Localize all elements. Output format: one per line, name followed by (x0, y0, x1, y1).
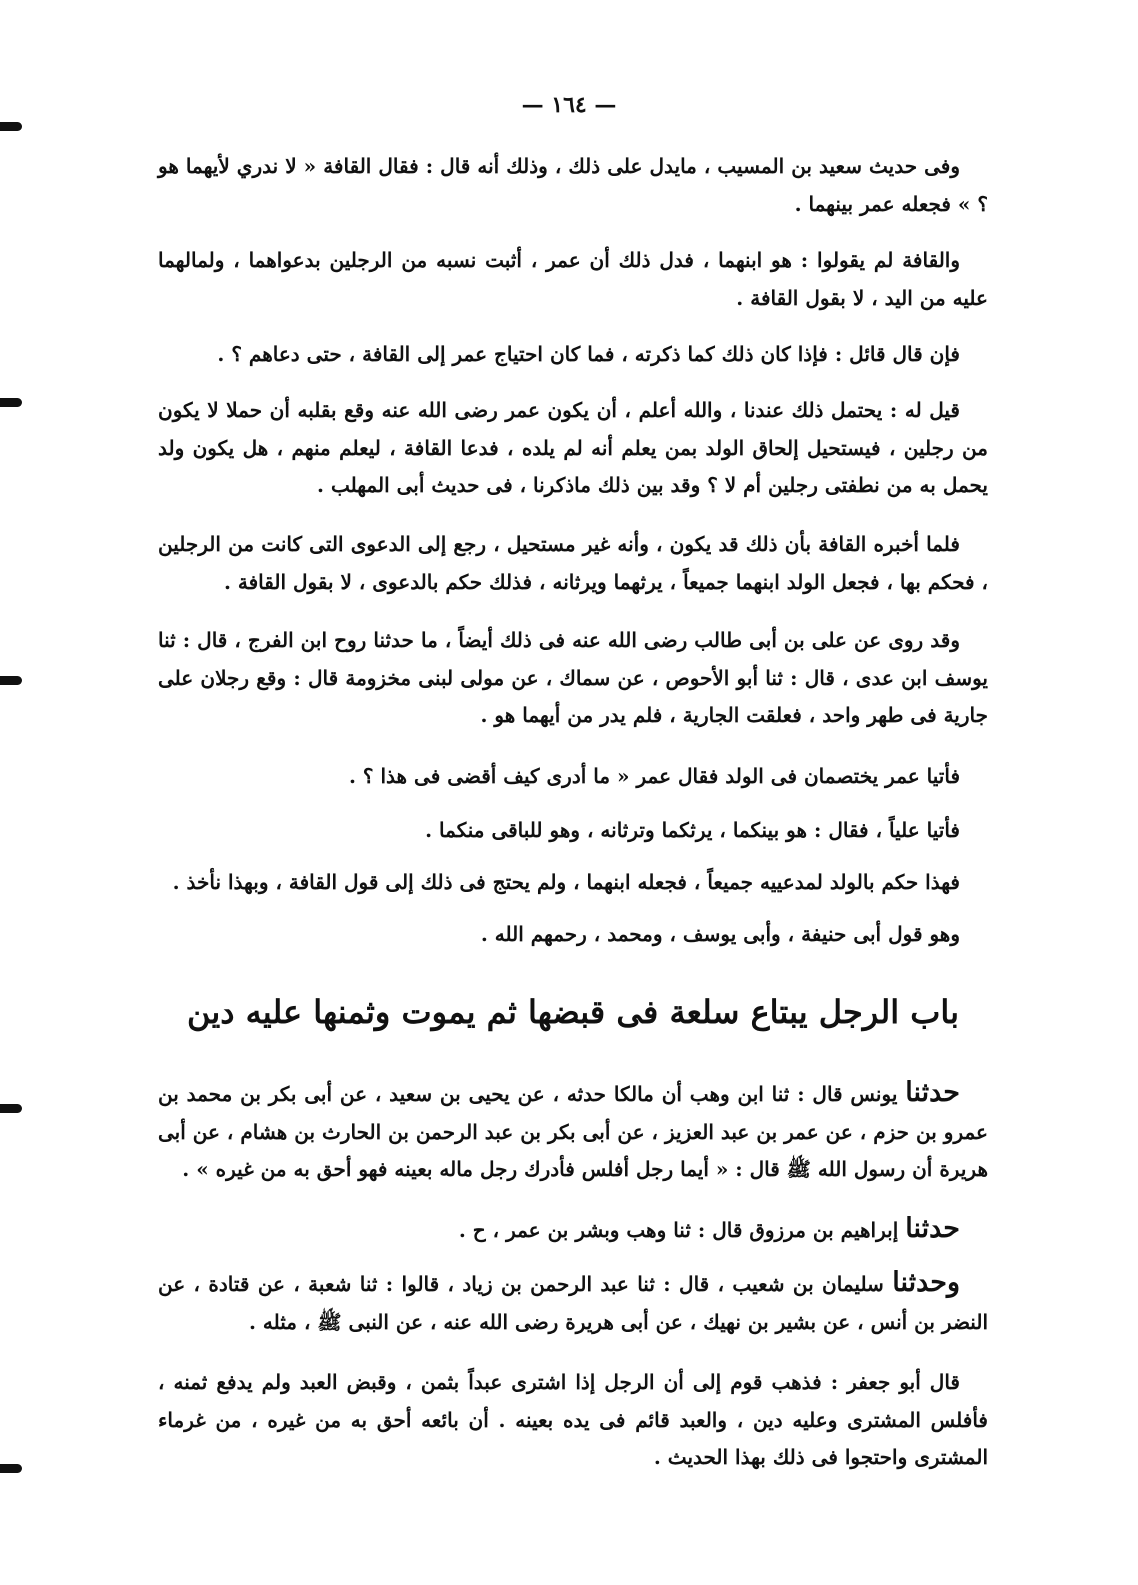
paragraph-text: فأتيا علياً ، فقال : هو بينكما ، يرثكما وترثانه ، وهو للباقى منكما . (425, 818, 960, 842)
paragraph (158, 1210, 988, 1250)
paragraph (158, 148, 988, 223)
lead-word: حدثنا (905, 1213, 960, 1244)
paragraph (158, 526, 988, 601)
paragraph-text: فأتيا عمر يختصمان فى الولد فقال عمر « ما أدرى كيف أقضى فى هذا ؟ . (348, 764, 960, 788)
edge-mark (0, 1104, 22, 1113)
paragraph (158, 916, 988, 954)
chapter-title: باب الرجل يبتاع سلعة فى قبضها ثم يموت وثمنها عليه دين (186, 993, 960, 1031)
paragraph-text: فلما أخبره القافة بأن ذلك قد يكون ، وأنه غير مستحيل ، رجع إلى الدعوى التى كانت من الرجلين ، فحكم بها ، فجعل الولد ابنهما جميعاً ، يرثهما ويرثانه ، فذلك حكم بالدعوى ، لا بقول القافة . (158, 532, 988, 594)
paragraph-text (158, 1074, 988, 1189)
paragraph-body: إبراهيم بن مرزوق قال : ثنا وهب وبشر بن عمر ، ح . (458, 1218, 899, 1242)
paragraph-text: وهو قول أبى حنيفة ، وأبى يوسف ، ومحمد ، رحمهم الله . (480, 922, 960, 946)
paragraph-text (158, 1210, 988, 1250)
lead-word: حدثنا (905, 1077, 961, 1108)
paragraph (158, 758, 988, 796)
edge-mark (0, 676, 22, 685)
page-number: — ١٦٤ — (521, 92, 617, 118)
paragraph-text: وفى حديث سعيد بن المسيب ، مايدل على ذلك ، وذلك أنه قال : فقال القافة « لا ندري لأيهما هو ؟ » فجعله عمر بينهما . (158, 154, 988, 216)
lead-word: وحدثنا (892, 1267, 961, 1298)
paragraph-text (158, 1264, 988, 1341)
paragraph-text: فإن قال قائل : فإذا كان ذلك كما ذكرته ، فما كان احتياج عمر إلى القافة ، حتى دعاهم ؟ . (217, 342, 960, 366)
paragraph (158, 392, 988, 505)
paragraph (158, 242, 988, 317)
paragraph-body: قال أبو جعفر : فذهب قوم إلى أن الرجل إذا اشترى عبداً بثمن ، وقبض العبد ولم يدفع ثمنه ، فأفلس المشترى وعليه دين ، والعبد قائم فى يده بعينه . أن بائعه أحق به من غيره ، من غرماء المشترى واحتجوا فى ذلك بهذا الحديث . (158, 1370, 988, 1469)
paragraph (158, 812, 988, 850)
paragraph (158, 1362, 988, 1477)
edge-mark (0, 122, 22, 131)
paragraph (158, 1074, 988, 1189)
paragraph-body: سليمان بن شعيب ، قال : ثنا عبد الرحمن بن زياد ، قالوا : ثنا شعبة ، عن قتادة ، عن النضر بن أنس ، عن بشير بن نهيك ، عن أبى هريرة رضى الله عنه ، عن النبى ﷺ ، مثله . (158, 1272, 988, 1334)
paragraph-text: وقد روى عن على بن أبى طالب رضى الله عنه فى ذلك أيضاً ، ما حدثنا روح ابن الفرج ، قال : ثنا يوسف ابن عدى ، قال : ثنا أبو الأحوص ، عن سماك ، عن مولى لبنى مخزومة قال : وقع رجلان على جارية فى طهر واحد ، فعلقت الجارية ، فلم يدر من أيهما هو . (158, 628, 989, 727)
paragraph (158, 1264, 988, 1341)
paragraph-body: يونس قال : ثنا ابن وهب أن مالكا حدثه ، عن يحيى بن سعيد ، عن أبى بكر بن محمد بن عمرو بن حزم ، عن عمر بن عبد العزيز ، عن أبى بكر بن عبد الرحمن بن الحارث بن هشام ، عن أبى هريرة أن رسول الله ﷺ قال : « أيما رجل أفلس فأدرك رجل ماله بعينه فهو أحق به من غيره » . (158, 1082, 988, 1181)
paragraph-text (158, 1362, 988, 1477)
paragraph (158, 336, 988, 374)
paragraph-text: فهذا حكم بالولد لمدعييه جميعاً ، فجعله ابنهما ، ولم يحتج فى ذلك إلى قول القافة ، وبهذا نأخذ . (172, 870, 960, 894)
edge-mark (0, 1464, 22, 1473)
paragraph (158, 622, 988, 735)
edge-mark (0, 398, 22, 407)
paragraph (158, 864, 988, 902)
paragraph-text: قيل له : يحتمل ذلك عندنا ، والله أعلم ، أن يكون عمر رضى الله عنه وقع بقلبه أن حملا لا يكون من رجلين ، فيستحيل إلحاق الولد بمن يعلم أنه لم يلده ، فدعا القافة ، ليعلم منهم ، هل يكون ولد يحمل به من نطفتى رجلين أم لا ؟ وقد بين ذلك ماذكرنا ، فى حديث أبى المهلب . (158, 398, 988, 497)
paragraph-text: والقافة لم يقولوا : هو ابنهما ، فدل ذلك أن عمر ، أثبت نسبه من الرجلين بدعواهما ، ولمالهما عليه من اليد ، لا بقول القافة . (158, 248, 988, 310)
